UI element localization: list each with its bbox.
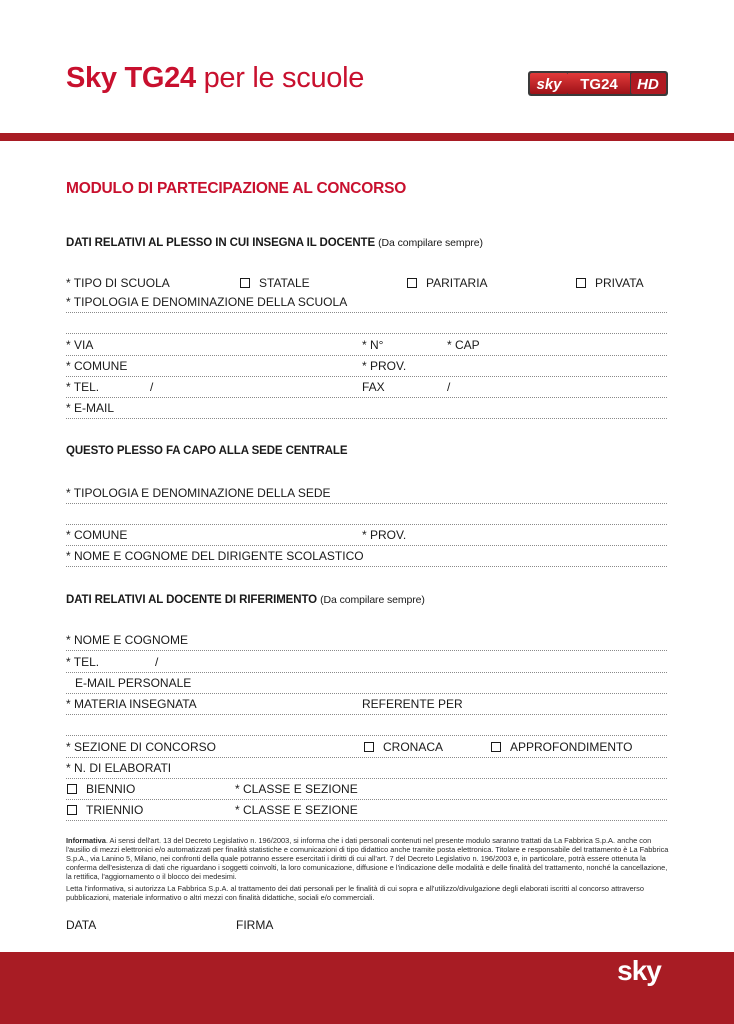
tipologia-sede-label: * TIPOLOGIA E DENOMINAZIONE DELLA SEDE (66, 486, 331, 500)
sede-prov-label: * PROV. (362, 528, 407, 542)
tel-label: * TEL. (66, 380, 100, 394)
sede-comune-label: * COMUNE (66, 528, 128, 542)
biennio-option[interactable]: BIENNIO (67, 782, 135, 796)
informativa-paragraph (66, 836, 670, 881)
nome-cognome-row[interactable] (66, 630, 667, 651)
classe-sezione-label-1: * CLASSE E SEZIONE (235, 782, 358, 796)
paritaria-option[interactable]: PARITARIA (407, 276, 488, 290)
materia-label: * MATERIA INSEGNATA (66, 697, 197, 711)
comune-label: * COMUNE (66, 359, 128, 373)
title-bold: Sky TG24 (66, 62, 196, 94)
tel-separator: / (150, 380, 154, 394)
triennio-row[interactable] (66, 800, 667, 821)
nome-cognome-label: * NOME E COGNOME (66, 633, 189, 647)
tipo-scuola-row (66, 272, 667, 293)
triennio-checkbox[interactable] (67, 805, 77, 815)
sezione-concorso-label: * SEZIONE DI CONCORSO (66, 740, 217, 754)
fax-separator: / (447, 380, 451, 394)
materia-row-line2[interactable] (66, 715, 667, 736)
cap-label: * CAP (447, 338, 480, 352)
section-docente-title: DATI RELATIVI AL DOCENTE DI RIFERIMENTO (66, 594, 318, 606)
consent-paragraph: Letta l'informativa, si autorizza La Fabbrica S.p.A. al trattamento dei dati personali per le finalità di cui sopra e all'utilizzo/divulgazione degli elaborati iscritti al concorso attraverso pubblicazioni, materiale informativo o altri mezzi con finalità didattiche, sociali e/o commerciali. (66, 884, 644, 902)
docente-tel-separator: / (155, 655, 159, 669)
privata-checkbox[interactable] (576, 278, 586, 288)
sezione-concorso-row (66, 737, 667, 758)
comune-row[interactable] (66, 356, 667, 377)
numero-label: * N° (362, 338, 384, 352)
elaborati-label: * N. DI ELABORATI (66, 761, 172, 775)
sky-footer-text: sky (617, 955, 661, 986)
tipologia-scuola-label: * TIPOLOGIA E DENOMINAZIONE DELLA SCUOLA (66, 295, 348, 309)
classe-sezione-label-2: * CLASSE E SEZIONE (235, 803, 358, 817)
email-label: * E-MAIL (66, 401, 115, 415)
email-personale-label: E-MAIL PERSONALE (75, 676, 192, 690)
dirigente-row[interactable] (66, 546, 667, 567)
sede-comune-row[interactable] (66, 525, 667, 546)
informativa-label: Informativa (66, 836, 106, 845)
biennio-checkbox[interactable] (67, 784, 77, 794)
cronaca-option[interactable]: CRONACA (364, 740, 443, 754)
docente-tel-label: * TEL. (66, 655, 100, 669)
privata-option[interactable]: PRIVATA (576, 276, 644, 290)
triennio-option[interactable]: TRIENNIO (67, 803, 143, 817)
firma-label: FIRMA (236, 918, 274, 932)
section-docente-heading (66, 594, 425, 606)
tipologia-sede-field[interactable] (66, 483, 667, 504)
email-personale-row[interactable] (66, 673, 667, 694)
form-title: MODULO DI PARTECIPAZIONE AL CONCORSO (66, 180, 407, 197)
section-plesso-title: DATI RELATIVI AL PLESSO IN CUI INSEGNA IL DOCENTE (66, 237, 376, 249)
dirigente-label: * NOME E COGNOME DEL DIRIGENTE SCOLASTICO (66, 549, 364, 563)
logo-hd-text: HD (637, 76, 659, 93)
tel-fax-row[interactable] (66, 377, 667, 398)
title-light: per le scuole (203, 62, 365, 94)
email-row[interactable] (66, 398, 667, 419)
docente-tel-row[interactable] (66, 652, 667, 673)
biennio-row[interactable] (66, 779, 667, 800)
statale-checkbox[interactable] (240, 278, 250, 288)
data-label: DATA (66, 918, 97, 932)
tipo-scuola-label: * TIPO DI SCUOLA (66, 276, 170, 290)
sky-footer-logo (611, 955, 667, 989)
page-title (66, 62, 364, 95)
prov-label: * PROV. (362, 359, 407, 373)
header-divider-bar (0, 133, 734, 141)
section-sede-heading: QUESTO PLESSO FA CAPO ALLA SEDE CENTRALE (66, 445, 348, 457)
approfondimento-checkbox[interactable] (491, 742, 501, 752)
approfondimento-option[interactable]: APPROFONDIMENTO (491, 740, 632, 754)
informativa-text: . Ai sensi dell'art. 13 del Decreto Legislativo n. 196/2003, si informa che i dati personali contenuti nel presente modulo saranno trattati da La Fabbrica S.p.A. anche con l'ausilio di mezzi elettronici e/o automatizzati per finalità statistiche e comunicazioni di tipo didattico anche tramite posta elettronica. Titolare e responsabile del trattamento è La Fabbrica S.p.A., via Lanino 5, Milano, nei confronti della quale potranno essere esercitati i diritti di cui all'art. 7 del Decreto Legislativo n. 196/2003 e, in particolare, potrà essere ottenuta la conferma dell'esistenza di dati che riguardano i soggetti coinvolti, la loro comunicazione, diffusione e l'indicazione delle modalità e delle finalità del trattamento, nonché la cancellazione, la rettifica, l'aggiornamento o il blocco dei medesimi. (66, 836, 669, 881)
tipologia-sede-field-line2[interactable] (66, 504, 667, 525)
logo-tg-text: TG24 (580, 76, 618, 93)
logo-sky-text: sky (536, 76, 562, 93)
section-plesso-note: (Da compilare sempre) (378, 237, 483, 249)
via-row[interactable] (66, 335, 667, 356)
paritaria-checkbox[interactable] (407, 278, 417, 288)
section-plesso-heading (66, 237, 483, 249)
statale-option[interactable]: STATALE (240, 276, 310, 290)
tipologia-scuola-field-line2[interactable] (66, 313, 667, 334)
referente-label: REFERENTE PER (362, 697, 463, 711)
cronaca-checkbox[interactable] (364, 742, 374, 752)
tipologia-scuola-field[interactable] (66, 292, 667, 313)
section-docente-note: (Da compilare sempre) (320, 594, 425, 606)
via-label: * VIA (66, 338, 94, 352)
elaborati-row[interactable] (66, 758, 667, 779)
sky-tg24-hd-logo (528, 71, 668, 96)
materia-row[interactable] (66, 694, 667, 715)
fax-label: FAX (362, 380, 385, 394)
